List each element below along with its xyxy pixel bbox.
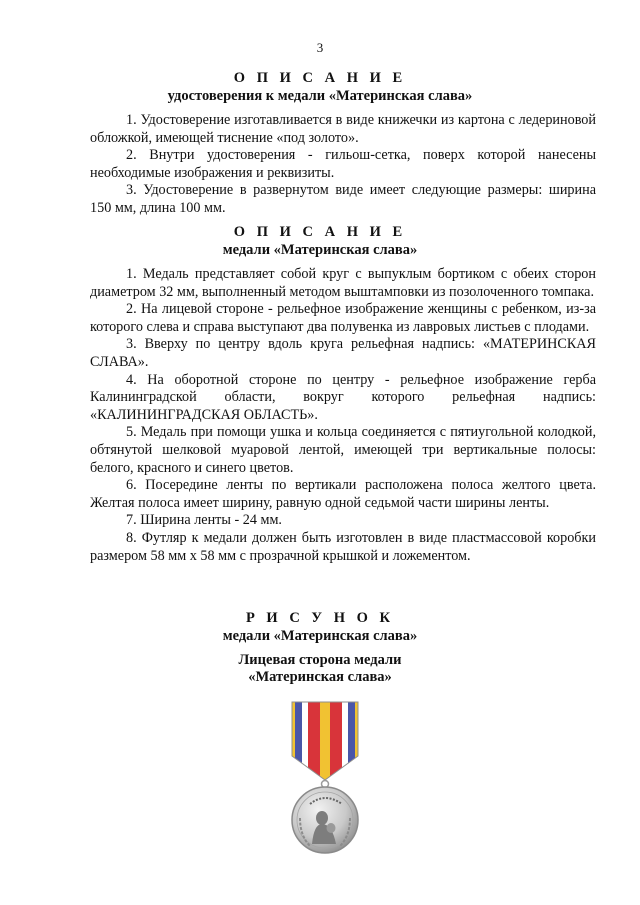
section2-paragraph: 8. Футляр к медали должен быть изготовлен в виде пластмассовой коробки размером 58 мм х 58 мм с прозрачной крышкой и ложементом. — [90, 529, 596, 564]
section2-subtitle: медали «Материнская слава» — [222, 242, 418, 258]
section2-paragraph: 3. Вверху по центру вдоль круга рельефная надпись: «МАТЕРИНСКАЯ СЛАВА». — [90, 336, 596, 370]
ribbon — [286, 700, 364, 790]
section3-title: Р И С У Н О К — [245, 610, 395, 626]
section2-paragraph: 5. Медаль при помощи ушка и кольца соединяется с пятиугольной колодкой, обтянутой шелковой муаровой лентой, имеющей три вертикальные полосы: белого, красного и синего цветов. — [90, 424, 596, 476]
section2-paragraph: 6. Посередине ленты по вертикали расположена полоса желтого цвета. Желтая полоса имеет ширину, равную одной седьмой части ширины ленты. — [90, 477, 596, 511]
section2-body — [90, 266, 596, 565]
section1-title: О П И С А Н И Е — [233, 70, 407, 86]
section2-paragraph: 7. Ширина ленты - 24 мм. — [126, 512, 282, 529]
section1-subtitle: удостоверения к медали «Материнская слава» — [167, 88, 473, 104]
section2-paragraph: 2. На лицевой стороне - рельефное изображение женщины с ребенком, из-за которого слева и справа выступают два полувенка из лавровых листьев с плодами. — [90, 301, 596, 335]
medal-caption-line2: «Материнская слава» — [248, 669, 392, 685]
section2-paragraph: 1. Медаль представляет собой круг с выпуклым бортиком с обеих сторон диаметром 32 мм, выполненный методом выштамповки из позолоченного томпака. — [90, 266, 596, 300]
section1-paragraph: 3. Удостоверение в развернутом виде имеет следующие размеры: ширина 150 мм, длина 100 мм. — [90, 182, 596, 216]
page-number: 3 — [316, 40, 324, 55]
section1-body — [90, 112, 596, 218]
section1-paragraph: 1. Удостоверение изготавливается в виде книжечки из картона с ледериновой обложкой, имеющей тиснение «под золото». — [90, 112, 596, 146]
section1-paragraph: 2. Внутри удостоверения - гильош-сетка, поверх которой нанесены необходимые изображения и реквизиты. — [90, 147, 596, 181]
section3-subtitle: медали «Материнская слава» — [222, 628, 418, 644]
section2-title: О П И С А Н И Е — [233, 224, 407, 240]
medal-image — [286, 700, 364, 860]
section2-paragraph: 4. На оборотной стороне по центру - рельефное изображение герба Калининградской области, вокруг которого рельефная надпись: «КАЛИНИНГРАДСКАЯ ОБЛАСТЬ». — [90, 371, 596, 423]
medal-caption-line1: Лицевая сторона медали — [238, 652, 402, 668]
